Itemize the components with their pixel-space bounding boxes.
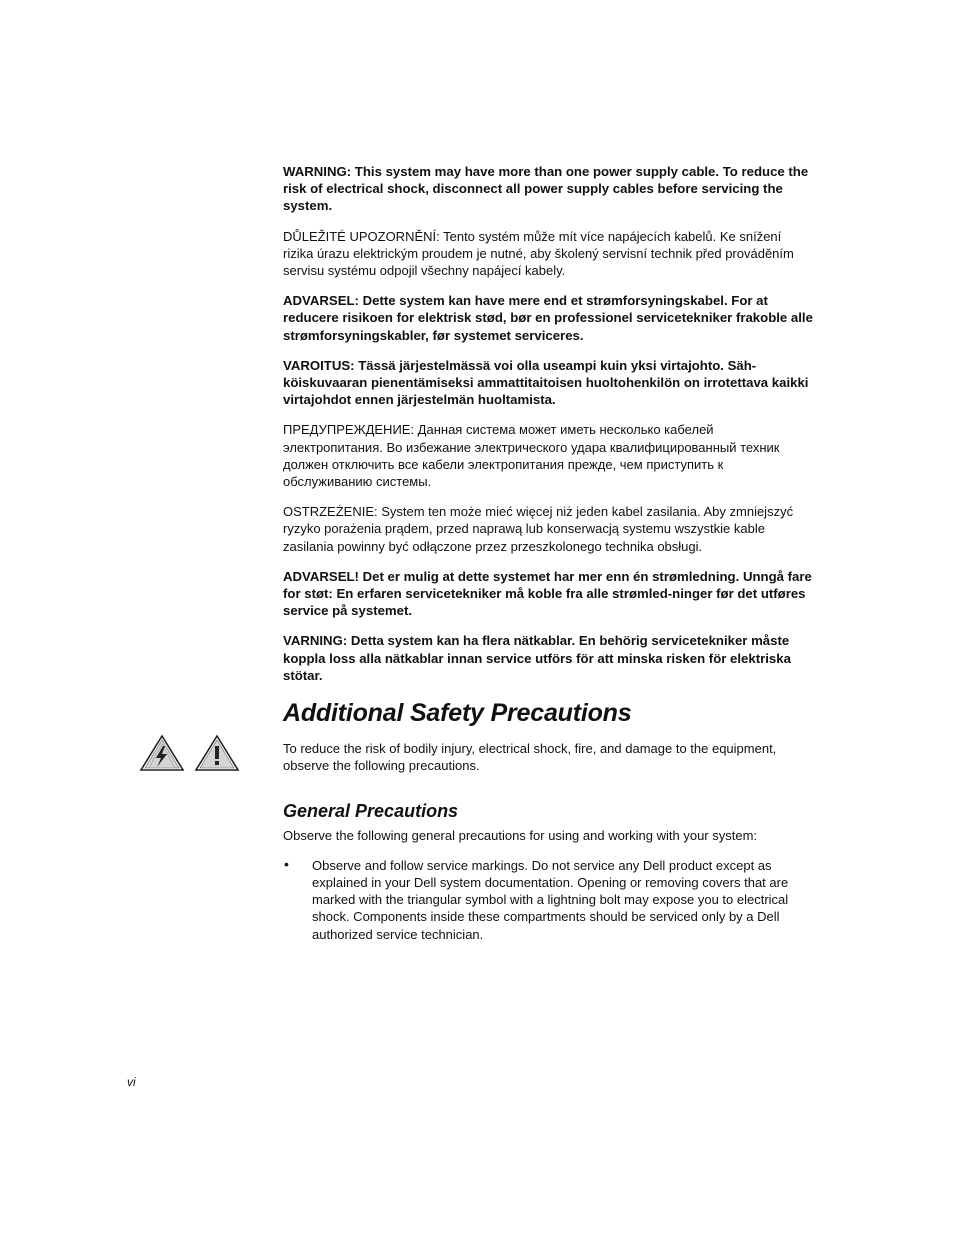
lightning-bolt-warning-icon <box>139 734 185 772</box>
warning-russian: ПРЕДУПРЕЖДЕНИЕ: Данная система может иметь несколько кабелей электропитания. Во избежание электрического удара квалифицированный техник должен отключить все кабели электропитания прежде, чем приступить к обслуживанию системы. <box>283 422 780 490</box>
list-item <box>283 857 815 943</box>
warning-norwegian: ADVARSEL! Det er mulig at dette systemet har mer enn én strømledning. Unngå fare for støt: En erfaren servicetekniker må koble fra alle strømled-ninger før det utføres service på systemet. <box>283 568 812 619</box>
warning-swedish: VARNING: Detta system kan ha flera nätkablar. En behörig servicetekniker måste koppla loss alla nätkablar innan service utförs för att minska risken för elektriska stötar. <box>283 633 791 683</box>
subsection-title: General Precautions <box>283 801 459 822</box>
warning-english: WARNING: This system may have more than one power supply cable. To reduce the risk of electrical shock, disconnect all power supply cables before servicing the system. <box>283 164 809 214</box>
safety-icons <box>139 734 241 774</box>
caution-exclamation-icon <box>194 734 240 772</box>
subsection-intro: Observe the following general precautions for using and working with your system: <box>283 828 758 844</box>
section-intro: To reduce the risk of bodily injury, electrical shock, fire, and damage to the equipment, observe the following precautions. <box>283 741 777 774</box>
warning-polish: OSTRZEŻENIE: System ten może mieć więcej niż jeden kabel zasilania. Aby zmniejszyć ryzyko porażenia prądem, przed naprawą lub konserwacją systemu wszystkie kable zasilania powinny być odłączone przez przeszkolonego technika obsługi. <box>283 504 794 554</box>
page-number: vi <box>127 1075 136 1089</box>
precautions-list <box>283 857 815 943</box>
list-item-text: Observe and follow service markings. Do not service any Dell product except as explained in your Dell system documentation. Opening or removing covers that are marked with the triangular symbol with a lightning bolt may expose you to electrical shock. Components inside these compartments should be serviced only by a Dell authorized service technician. <box>312 857 789 942</box>
section-title: Additional Safety Precautions <box>283 699 632 728</box>
warning-danish: ADVARSEL: Dette system kan have mere end et strømforsyningskabel. For at reducere risikoen for elektrisk stød, bør en professionel servicetekniker frakoble alle strømforsyningskabler, før systemet serviceres. <box>283 293 813 343</box>
bullet-icon: • <box>284 855 289 872</box>
text-column <box>283 163 815 943</box>
warning-czech: DŮLEŽITÉ UPOZORNĚNÍ: Tento systém může mít více napájecích kabelů. Ke snížení rizika úrazu elektrickým proudem je nutné, aby školený servisní technik před prováděním servisu systému odpojil všechny napájecí kabely. <box>283 228 794 279</box>
warning-finnish: VAROITUS: Tässä järjestelmässä voi olla useampi kuin yksi virtajohto. Säh-köiskuvaaran pienentämiseksi ammattitaitoisen huoltohenkilön on irrotettava kaikki virtajohdot ennen järjestelmän huoltamista. <box>283 357 809 408</box>
